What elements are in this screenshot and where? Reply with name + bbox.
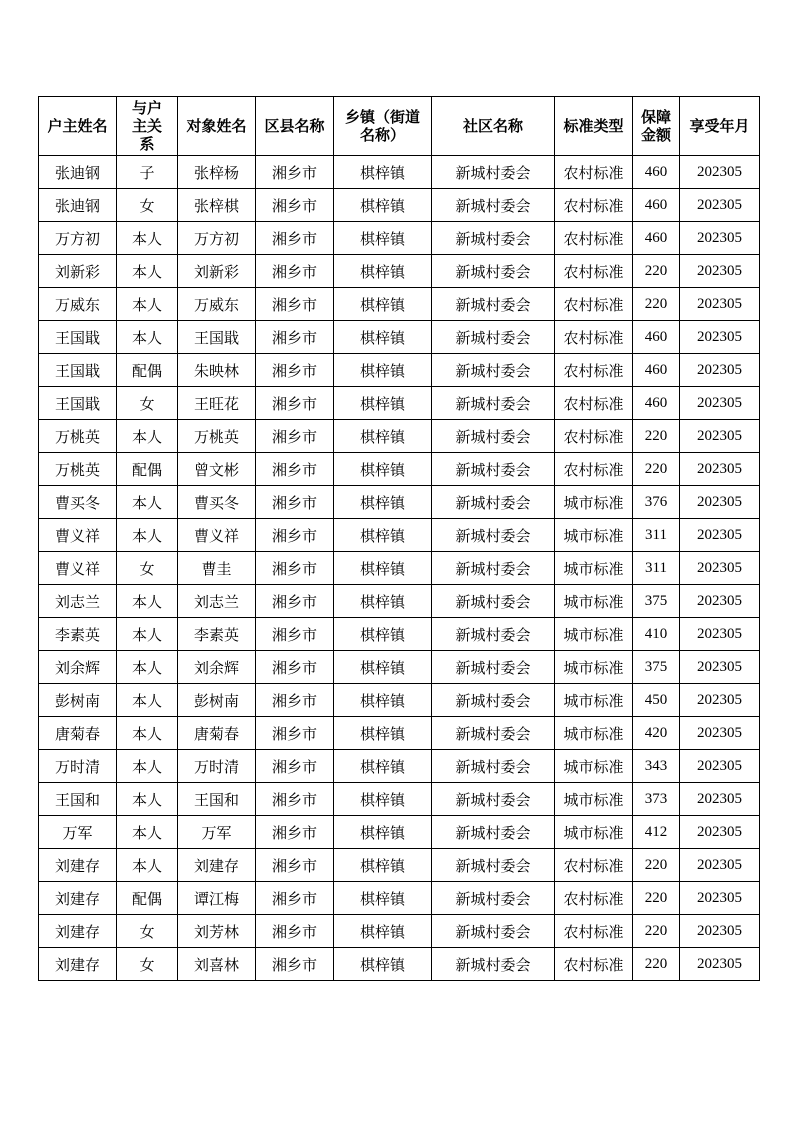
householder-name-cell: 万桃英	[39, 453, 117, 486]
standard-type-cell: 城市标准	[555, 519, 633, 552]
recipient-name-cell: 曹买冬	[178, 486, 256, 519]
district-cell: 湘乡市	[256, 486, 334, 519]
community-cell: 新城村委会	[432, 519, 555, 552]
township-cell: 棋梓镇	[334, 486, 432, 519]
township-cell: 棋梓镇	[334, 189, 432, 222]
householder-name-cell: 王国戢	[39, 354, 117, 387]
period-cell: 202305	[680, 420, 760, 453]
amount-cell: 220	[633, 288, 680, 321]
recipient-name-cell: 曹圭	[178, 552, 256, 585]
amount-cell: 373	[633, 783, 680, 816]
standard-type-cell: 农村标准	[555, 948, 633, 981]
householder-name-cell: 李素英	[39, 618, 117, 651]
relationship-cell: 女	[117, 189, 178, 222]
householder-name-cell: 刘新彩	[39, 255, 117, 288]
township-cell: 棋梓镇	[334, 783, 432, 816]
district-cell: 湘乡市	[256, 717, 334, 750]
recipient-name-cell: 万方初	[178, 222, 256, 255]
period-cell: 202305	[680, 882, 760, 915]
district-cell: 湘乡市	[256, 519, 334, 552]
householder-name-cell: 曹买冬	[39, 486, 117, 519]
recipient-name-cell: 曾文彬	[178, 453, 256, 486]
table-row	[39, 453, 760, 486]
householder-name-cell: 万方初	[39, 222, 117, 255]
amount-cell: 410	[633, 618, 680, 651]
amount-cell: 460	[633, 222, 680, 255]
period-cell: 202305	[680, 783, 760, 816]
community-cell: 新城村委会	[432, 684, 555, 717]
column-header-relationship: 与户主关系	[117, 97, 178, 156]
community-cell: 新城村委会	[432, 156, 555, 189]
table-row	[39, 882, 760, 915]
standard-type-cell: 农村标准	[555, 321, 633, 354]
recipient-name-cell: 朱映林	[178, 354, 256, 387]
householder-name-cell: 刘建存	[39, 849, 117, 882]
householder-name-cell: 万时清	[39, 750, 117, 783]
amount-cell: 311	[633, 552, 680, 585]
standard-type-cell: 农村标准	[555, 156, 633, 189]
community-cell: 新城村委会	[432, 750, 555, 783]
table-row	[39, 189, 760, 222]
community-cell: 新城村委会	[432, 816, 555, 849]
district-cell: 湘乡市	[256, 915, 334, 948]
relationship-cell: 本人	[117, 486, 178, 519]
community-cell: 新城村委会	[432, 354, 555, 387]
householder-name-cell: 曹义祥	[39, 552, 117, 585]
community-cell: 新城村委会	[432, 453, 555, 486]
period-cell: 202305	[680, 915, 760, 948]
recipient-name-cell: 彭树南	[178, 684, 256, 717]
table-row	[39, 783, 760, 816]
standard-type-cell: 农村标准	[555, 354, 633, 387]
householder-name-cell: 刘建存	[39, 882, 117, 915]
standard-type-cell: 城市标准	[555, 684, 633, 717]
period-cell: 202305	[680, 585, 760, 618]
district-cell: 湘乡市	[256, 684, 334, 717]
relationship-cell: 本人	[117, 816, 178, 849]
column-header-amount: 保障金额	[633, 97, 680, 156]
community-cell: 新城村委会	[432, 321, 555, 354]
district-cell: 湘乡市	[256, 420, 334, 453]
standard-type-cell: 农村标准	[555, 255, 633, 288]
township-cell: 棋梓镇	[334, 255, 432, 288]
community-cell: 新城村委会	[432, 486, 555, 519]
householder-name-cell: 万威东	[39, 288, 117, 321]
recipient-name-cell: 万威东	[178, 288, 256, 321]
township-cell: 棋梓镇	[334, 915, 432, 948]
standard-type-cell: 农村标准	[555, 189, 633, 222]
township-cell: 棋梓镇	[334, 288, 432, 321]
relationship-cell: 本人	[117, 651, 178, 684]
column-header-householder-name: 户主姓名	[39, 97, 117, 156]
table-header	[39, 97, 760, 156]
recipient-name-cell: 刘建存	[178, 849, 256, 882]
householder-name-cell: 刘建存	[39, 915, 117, 948]
header-row	[39, 97, 760, 156]
amount-cell: 220	[633, 882, 680, 915]
community-cell: 新城村委会	[432, 222, 555, 255]
relationship-cell: 本人	[117, 321, 178, 354]
township-cell: 棋梓镇	[334, 684, 432, 717]
standard-type-cell: 农村标准	[555, 849, 633, 882]
relationship-cell: 本人	[117, 750, 178, 783]
period-cell: 202305	[680, 684, 760, 717]
district-cell: 湘乡市	[256, 288, 334, 321]
column-header-standard-type: 标准类型	[555, 97, 633, 156]
recipient-name-cell: 万时清	[178, 750, 256, 783]
amount-cell: 460	[633, 189, 680, 222]
standard-type-cell: 农村标准	[555, 915, 633, 948]
district-cell: 湘乡市	[256, 354, 334, 387]
amount-cell: 450	[633, 684, 680, 717]
relationship-cell: 本人	[117, 849, 178, 882]
district-cell: 湘乡市	[256, 882, 334, 915]
table-row	[39, 717, 760, 750]
recipient-name-cell: 李素英	[178, 618, 256, 651]
table-row	[39, 816, 760, 849]
column-header-period: 享受年月	[680, 97, 760, 156]
district-cell: 湘乡市	[256, 552, 334, 585]
relationship-cell: 配偶	[117, 882, 178, 915]
recipient-name-cell: 刘新彩	[178, 255, 256, 288]
householder-name-cell: 刘志兰	[39, 585, 117, 618]
district-cell: 湘乡市	[256, 783, 334, 816]
amount-cell: 460	[633, 156, 680, 189]
amount-cell: 220	[633, 420, 680, 453]
standard-type-cell: 城市标准	[555, 585, 633, 618]
amount-cell: 220	[633, 453, 680, 486]
standard-type-cell: 城市标准	[555, 783, 633, 816]
householder-name-cell: 彭树南	[39, 684, 117, 717]
table-row	[39, 948, 760, 981]
householder-name-cell: 王国戢	[39, 387, 117, 420]
district-cell: 湘乡市	[256, 156, 334, 189]
township-cell: 棋梓镇	[334, 321, 432, 354]
district-cell: 湘乡市	[256, 651, 334, 684]
relationship-cell: 本人	[117, 684, 178, 717]
table-row	[39, 552, 760, 585]
district-cell: 湘乡市	[256, 750, 334, 783]
period-cell: 202305	[680, 816, 760, 849]
relationship-cell: 本人	[117, 288, 178, 321]
standard-type-cell: 农村标准	[555, 387, 633, 420]
relationship-cell: 本人	[117, 783, 178, 816]
table-row	[39, 321, 760, 354]
recipient-name-cell: 曹义祥	[178, 519, 256, 552]
district-cell: 湘乡市	[256, 849, 334, 882]
column-header-community: 社区名称	[432, 97, 555, 156]
recipient-table	[38, 96, 760, 981]
relationship-cell: 本人	[117, 618, 178, 651]
community-cell: 新城村委会	[432, 915, 555, 948]
recipient-name-cell: 谭江梅	[178, 882, 256, 915]
township-cell: 棋梓镇	[334, 651, 432, 684]
period-cell: 202305	[680, 453, 760, 486]
standard-type-cell: 农村标准	[555, 222, 633, 255]
community-cell: 新城村委会	[432, 849, 555, 882]
amount-cell: 460	[633, 354, 680, 387]
relationship-cell: 本人	[117, 585, 178, 618]
township-cell: 棋梓镇	[334, 816, 432, 849]
township-cell: 棋梓镇	[334, 354, 432, 387]
standard-type-cell: 城市标准	[555, 486, 633, 519]
table-row	[39, 585, 760, 618]
householder-name-cell: 万军	[39, 816, 117, 849]
amount-cell: 220	[633, 849, 680, 882]
table-row	[39, 915, 760, 948]
table-row	[39, 618, 760, 651]
standard-type-cell: 城市标准	[555, 816, 633, 849]
householder-name-cell: 王国和	[39, 783, 117, 816]
householder-name-cell: 唐菊春	[39, 717, 117, 750]
community-cell: 新城村委会	[432, 189, 555, 222]
recipient-name-cell: 刘喜林	[178, 948, 256, 981]
period-cell: 202305	[680, 552, 760, 585]
township-cell: 棋梓镇	[334, 156, 432, 189]
township-cell: 棋梓镇	[334, 420, 432, 453]
table-row	[39, 420, 760, 453]
householder-name-cell: 刘余辉	[39, 651, 117, 684]
amount-cell: 376	[633, 486, 680, 519]
relationship-cell: 女	[117, 552, 178, 585]
table-row	[39, 519, 760, 552]
householder-name-cell: 张迪钢	[39, 189, 117, 222]
standard-type-cell: 农村标准	[555, 882, 633, 915]
householder-name-cell: 张迪钢	[39, 156, 117, 189]
district-cell: 湘乡市	[256, 387, 334, 420]
table-row	[39, 288, 760, 321]
column-header-recipient-name: 对象姓名	[178, 97, 256, 156]
table-row	[39, 849, 760, 882]
recipient-name-cell: 张梓棋	[178, 189, 256, 222]
period-cell: 202305	[680, 222, 760, 255]
householder-name-cell: 刘建存	[39, 948, 117, 981]
amount-cell: 460	[633, 387, 680, 420]
community-cell: 新城村委会	[432, 585, 555, 618]
table-body	[39, 156, 760, 981]
township-cell: 棋梓镇	[334, 387, 432, 420]
district-cell: 湘乡市	[256, 585, 334, 618]
township-cell: 棋梓镇	[334, 519, 432, 552]
standard-type-cell: 城市标准	[555, 651, 633, 684]
township-cell: 棋梓镇	[334, 618, 432, 651]
community-cell: 新城村委会	[432, 882, 555, 915]
relationship-cell: 女	[117, 387, 178, 420]
township-cell: 棋梓镇	[334, 717, 432, 750]
community-cell: 新城村委会	[432, 420, 555, 453]
district-cell: 湘乡市	[256, 618, 334, 651]
period-cell: 202305	[680, 486, 760, 519]
period-cell: 202305	[680, 354, 760, 387]
standard-type-cell: 农村标准	[555, 420, 633, 453]
period-cell: 202305	[680, 717, 760, 750]
recipient-name-cell: 万桃英	[178, 420, 256, 453]
standard-type-cell: 城市标准	[555, 618, 633, 651]
householder-name-cell: 万桃英	[39, 420, 117, 453]
district-cell: 湘乡市	[256, 189, 334, 222]
recipient-name-cell: 唐菊春	[178, 717, 256, 750]
community-cell: 新城村委会	[432, 255, 555, 288]
period-cell: 202305	[680, 321, 760, 354]
relationship-cell: 子	[117, 156, 178, 189]
standard-type-cell: 农村标准	[555, 453, 633, 486]
township-cell: 棋梓镇	[334, 849, 432, 882]
table-row	[39, 387, 760, 420]
period-cell: 202305	[680, 288, 760, 321]
amount-cell: 311	[633, 519, 680, 552]
township-cell: 棋梓镇	[334, 222, 432, 255]
relationship-cell: 本人	[117, 717, 178, 750]
table-row	[39, 354, 760, 387]
relationship-cell: 女	[117, 948, 178, 981]
relationship-cell: 本人	[117, 222, 178, 255]
amount-cell: 220	[633, 915, 680, 948]
householder-name-cell: 曹义祥	[39, 519, 117, 552]
community-cell: 新城村委会	[432, 552, 555, 585]
column-header-district: 区县名称	[256, 97, 334, 156]
standard-type-cell: 城市标准	[555, 717, 633, 750]
community-cell: 新城村委会	[432, 288, 555, 321]
township-cell: 棋梓镇	[334, 882, 432, 915]
period-cell: 202305	[680, 651, 760, 684]
standard-type-cell: 城市标准	[555, 750, 633, 783]
table-row	[39, 156, 760, 189]
township-cell: 棋梓镇	[334, 750, 432, 783]
amount-cell: 420	[633, 717, 680, 750]
district-cell: 湘乡市	[256, 222, 334, 255]
district-cell: 湘乡市	[256, 255, 334, 288]
recipient-name-cell: 王旺花	[178, 387, 256, 420]
recipient-name-cell: 王国和	[178, 783, 256, 816]
period-cell: 202305	[680, 387, 760, 420]
period-cell: 202305	[680, 618, 760, 651]
period-cell: 202305	[680, 750, 760, 783]
community-cell: 新城村委会	[432, 387, 555, 420]
period-cell: 202305	[680, 189, 760, 222]
standard-type-cell: 城市标准	[555, 552, 633, 585]
amount-cell: 375	[633, 585, 680, 618]
community-cell: 新城村委会	[432, 783, 555, 816]
table-row	[39, 651, 760, 684]
recipient-name-cell: 万军	[178, 816, 256, 849]
period-cell: 202305	[680, 948, 760, 981]
householder-name-cell: 王国戢	[39, 321, 117, 354]
relationship-cell: 配偶	[117, 354, 178, 387]
period-cell: 202305	[680, 255, 760, 288]
relationship-cell: 本人	[117, 255, 178, 288]
amount-cell: 220	[633, 255, 680, 288]
township-cell: 棋梓镇	[334, 552, 432, 585]
recipient-name-cell: 张梓杨	[178, 156, 256, 189]
table-row	[39, 255, 760, 288]
district-cell: 湘乡市	[256, 453, 334, 486]
community-cell: 新城村委会	[432, 618, 555, 651]
relationship-cell: 本人	[117, 519, 178, 552]
period-cell: 202305	[680, 156, 760, 189]
recipient-name-cell: 刘志兰	[178, 585, 256, 618]
district-cell: 湘乡市	[256, 321, 334, 354]
table-row	[39, 486, 760, 519]
recipient-name-cell: 刘芳林	[178, 915, 256, 948]
amount-cell: 343	[633, 750, 680, 783]
period-cell: 202305	[680, 849, 760, 882]
table-row	[39, 222, 760, 255]
township-cell: 棋梓镇	[334, 585, 432, 618]
relationship-cell: 本人	[117, 420, 178, 453]
standard-type-cell: 农村标准	[555, 288, 633, 321]
amount-cell: 412	[633, 816, 680, 849]
recipient-name-cell: 刘余辉	[178, 651, 256, 684]
township-cell: 棋梓镇	[334, 948, 432, 981]
period-cell: 202305	[680, 519, 760, 552]
district-cell: 湘乡市	[256, 816, 334, 849]
table-row	[39, 750, 760, 783]
community-cell: 新城村委会	[432, 651, 555, 684]
relationship-cell: 配偶	[117, 453, 178, 486]
community-cell: 新城村委会	[432, 948, 555, 981]
recipient-name-cell: 王国戢	[178, 321, 256, 354]
amount-cell: 220	[633, 948, 680, 981]
relationship-cell: 女	[117, 915, 178, 948]
column-header-township: 乡镇（街道名称）	[334, 97, 432, 156]
district-cell: 湘乡市	[256, 948, 334, 981]
township-cell: 棋梓镇	[334, 453, 432, 486]
amount-cell: 375	[633, 651, 680, 684]
amount-cell: 460	[633, 321, 680, 354]
table-row	[39, 684, 760, 717]
community-cell: 新城村委会	[432, 717, 555, 750]
